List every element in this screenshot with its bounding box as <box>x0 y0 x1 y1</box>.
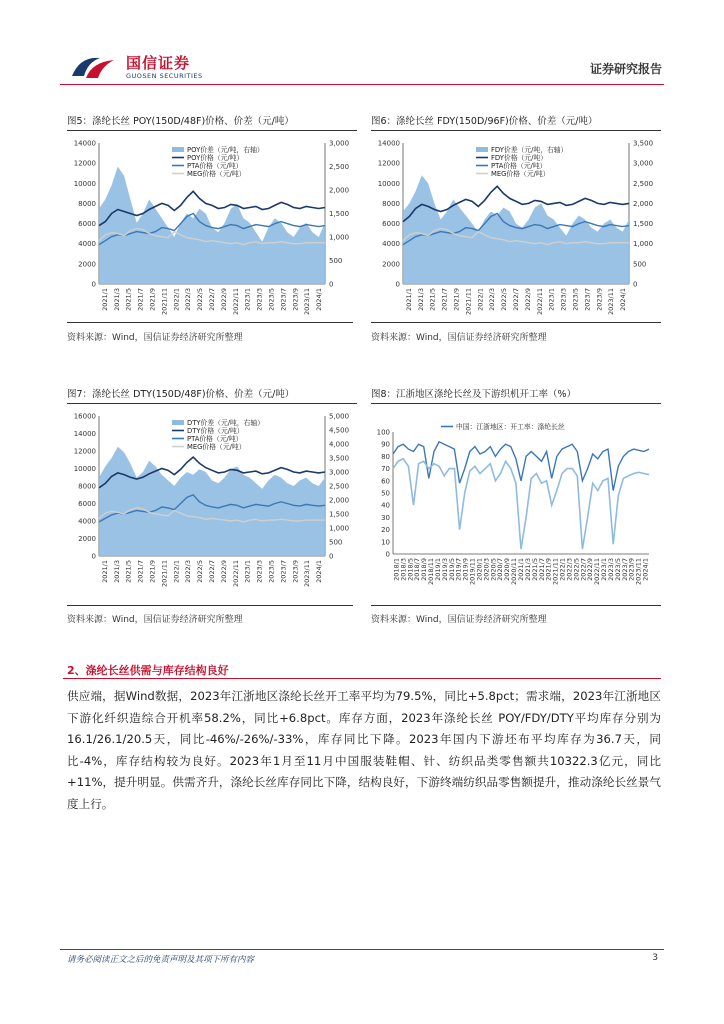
x-tick-label: 2021/9 <box>148 560 157 583</box>
y-tick-label: 70 <box>381 465 390 474</box>
y2-tick-label: 1,000 <box>329 233 350 242</box>
section-divider <box>63 678 661 679</box>
x-tick-label: 2022/7 <box>208 288 216 311</box>
y2-tick-label: 4,000 <box>329 440 350 449</box>
x-tick-label: 2021/5 <box>530 558 539 581</box>
y-tick-label: 0 <box>91 280 96 289</box>
x-tick-label: 2022/5 <box>572 558 581 581</box>
x-tick-label: 2021/5 <box>124 560 133 583</box>
y2-tick-label: 3,000 <box>329 468 350 477</box>
y2-tick-label: 2,500 <box>633 179 654 188</box>
y2-tick-label: 1,000 <box>329 524 350 533</box>
y-tick-label: 30 <box>381 513 390 522</box>
x-tick-label: 2021/3 <box>112 288 121 311</box>
x-tick-label: 2021/7 <box>136 288 145 311</box>
x-tick-label: 2019/7 <box>454 558 463 581</box>
operating-rate-chart <box>371 404 661 612</box>
y-tick-label: 4000 <box>78 240 96 249</box>
y-tick-label: 12000 <box>73 159 96 168</box>
x-tick-label: 2018/11 <box>427 558 436 586</box>
y2-tick-label: 500 <box>633 260 647 269</box>
figure-title: 图7：涤纶长丝 DTY(150D/48F)价格、价差（元/吨） <box>67 386 357 404</box>
x-tick-label: 2021/9 <box>148 288 157 311</box>
x-tick-label: 2022/1 <box>172 560 181 583</box>
y-tick-label: 10000 <box>73 465 96 473</box>
x-tick-label: 2021/9 <box>544 558 553 581</box>
legend-label: DTY价差（元/吨，右轴） <box>187 419 264 427</box>
dty-price-chart <box>67 404 357 612</box>
legend-label: DTY价格（元/吨） <box>187 427 244 435</box>
figure-source: 资料来源：Wind，国信证券经济研究所整理 <box>371 615 547 625</box>
figure-source: 资料来源：Wind，国信证券经济研究所整理 <box>67 615 243 625</box>
y2-tick-label: 1,500 <box>329 510 350 519</box>
x-tick-label: 2020/9 <box>503 558 512 581</box>
x-tick-label: 2022/5 <box>196 560 205 583</box>
x-tick-label: 2023/9 <box>627 558 636 581</box>
y-tick-label: 100 <box>376 428 390 437</box>
x-tick-label: 2021/5 <box>124 288 133 311</box>
y-tick-label: 2000 <box>382 260 400 269</box>
y2-tick-label: 5,000 <box>329 412 350 421</box>
x-tick-label: 2021/1 <box>100 560 109 583</box>
x-tick-label: 2021/7 <box>537 558 546 581</box>
x-tick-label: 2018/7 <box>413 558 422 581</box>
legend-swatch <box>172 420 184 425</box>
figure-source: 资料来源：Wind，国信证券经济研究所整理 <box>371 333 547 343</box>
section-title: 2、涤纶长丝供需与库存结构良好 <box>67 664 229 677</box>
legend-label: FDY价格（元/吨） <box>491 154 547 162</box>
y-tick-label: 60 <box>381 477 390 486</box>
logo-text-cn: 国信证券 <box>126 54 191 72</box>
y2-tick-label: 1,500 <box>633 220 654 229</box>
x-tick-label: 2022/9 <box>523 288 532 311</box>
x-tick-label: 2022/1 <box>558 558 567 581</box>
page-header <box>60 48 664 84</box>
y2-tick-label: 500 <box>329 257 343 265</box>
legend-label: MEG价格（元/吨） <box>187 170 246 178</box>
x-tick-label: 2021/7 <box>136 560 145 583</box>
x-tick-label: 2023/1 <box>600 558 609 581</box>
legend-label: MEG价格（元/吨） <box>491 170 550 178</box>
y-tick-label: 6000 <box>78 500 96 508</box>
x-tick-label: 2020/11 <box>510 558 519 586</box>
legend-label: POY价差（元/吨，右轴） <box>187 146 264 154</box>
legend-swatch <box>172 147 184 152</box>
y-tick-label: 2000 <box>78 260 96 269</box>
x-tick-label: 2022/9 <box>219 288 228 311</box>
x-tick-label: 2021/7 <box>440 288 449 311</box>
x-tick-label: 2021/1 <box>100 288 109 311</box>
x-tick-label: 2021/11 <box>160 288 169 316</box>
x-tick-label: 2023/1 <box>243 560 252 583</box>
y-tick-label: 2000 <box>78 535 96 543</box>
disclaimer-note: 请务必阅读正文之后的免责声明及其项下所有内容 <box>67 955 255 965</box>
x-tick-label: 2022/11 <box>593 558 602 586</box>
spread-area-series <box>99 447 325 556</box>
x-tick-label: 2021/11 <box>160 560 169 588</box>
y2-tick-label: 1,000 <box>633 240 654 249</box>
x-tick-label: 2022/7 <box>579 558 588 581</box>
x-tick-label: 2023/9 <box>291 288 300 311</box>
x-tick-label: 2023/11 <box>607 288 616 316</box>
x-tick-label: 2023/5 <box>267 560 276 583</box>
figure-title: 图8：江浙地区涤纶长丝及下游织机开工率（%） <box>371 386 661 404</box>
x-tick-label: 2023/1 <box>547 288 556 311</box>
figure-5 <box>67 113 357 326</box>
x-tick-label: 2022/7 <box>512 288 520 311</box>
x-tick-label: 2021/11 <box>551 558 560 586</box>
y-tick-label: 90 <box>381 440 390 449</box>
figure-title: 图5：涤纶长丝 POY(150D/48F)价格、价差（元/吨） <box>67 113 357 131</box>
x-tick-label: 2022/5 <box>196 288 205 311</box>
figure-8 <box>371 386 661 612</box>
x-tick-label: 2020/5 <box>489 558 498 581</box>
x-tick-label: 2022/11 <box>231 560 240 588</box>
y2-tick-label: 3,500 <box>329 454 350 463</box>
x-tick-label: 2021/9 <box>452 288 461 311</box>
x-tick-label: 2023/7 <box>583 288 592 311</box>
y-tick-label: 10000 <box>377 179 400 188</box>
x-tick-label: 2023/3 <box>255 288 264 311</box>
x-tick-label: 2021/11 <box>464 288 473 316</box>
figure-title: 图6：涤纶长丝 FDY(150D/96F)价格、价差（元/吨） <box>371 113 661 131</box>
source-divider <box>371 322 661 323</box>
x-tick-label: 2023/5 <box>267 288 276 311</box>
y-tick-label: 8000 <box>78 199 96 208</box>
x-tick-label: 2019/9 <box>461 558 470 581</box>
logo-text-en: GUOSEN SECURITIES <box>126 72 203 80</box>
x-tick-label: 2023/3 <box>255 560 264 583</box>
y2-tick-label: 2,000 <box>329 186 350 195</box>
y2-tick-label: 3,000 <box>329 139 350 148</box>
body-paragraph: 供应端，据Wind数据，2023年江浙地区涤纶长丝开工率平均为79.5%，同比+5.8pct；需求端，2023年江浙地区下游化纤织造综合开机率58.2%，同比+6.8pct。库存方面，2023年涤纶长丝 POY/FDY/DTY平均库存分别为16.1/26.1/20.5天，同比-46%/-26%/-33%，库存同比下降。2023年国内下游坯布平均库存为36.7天，同比-4%，库存结构较为良好。2023年1月至11月中国服装鞋帽、针、纺织品类零售额共10322.3亿元，同比+11%，提升明显。供需齐升，涤纶长丝库存同比下降，结构良好，下游终端纺织品零售额提升，推动涤纶长丝景气度上行。 <box>67 689 661 811</box>
y2-tick-label: 0 <box>329 280 334 289</box>
x-tick-label: 2021/1 <box>517 558 525 581</box>
x-tick-label: 2018/9 <box>420 558 429 581</box>
x-tick-label: 2022/3 <box>488 288 497 311</box>
legend-label: PTA价格（元/吨） <box>187 435 243 443</box>
y2-tick-label: 2,000 <box>633 199 654 208</box>
x-tick-label: 2023/7 <box>620 558 629 581</box>
x-tick-label: 2022/9 <box>219 560 228 583</box>
x-tick-label: 2022/11 <box>535 288 544 316</box>
y2-tick-label: 2,500 <box>329 163 350 171</box>
x-tick-label: 2023/1 <box>243 288 252 311</box>
x-tick-label: 2024/1 <box>315 288 324 311</box>
x-tick-label: 2022/3 <box>184 288 193 311</box>
figure-7 <box>67 386 357 612</box>
y-tick-label: 12000 <box>73 447 96 456</box>
figure-source: 资料来源：Wind，国信证券经济研究所整理 <box>67 333 243 343</box>
x-tick-label: 2021/3 <box>416 288 425 311</box>
y-tick-label: 8000 <box>382 199 400 208</box>
x-tick-label: 2022/7 <box>208 560 216 583</box>
x-tick-label: 2020/7 <box>496 558 505 581</box>
y-tick-label: 14000 <box>73 430 96 438</box>
x-tick-label: 2018/1 <box>392 558 401 581</box>
legend-label: 中国：江浙地区：开工率：涤纶长丝 <box>456 423 565 431</box>
y2-tick-label: 3,500 <box>633 139 654 148</box>
x-tick-label: 2022/1 <box>476 288 485 311</box>
y-tick-label: 20 <box>381 526 390 535</box>
y2-tick-label: 2,000 <box>329 496 350 505</box>
fdy-price-chart <box>371 131 661 326</box>
source-divider <box>67 322 353 323</box>
y-tick-label: 8000 <box>78 482 96 491</box>
y-tick-label: 40 <box>381 501 390 510</box>
y2-tick-label: 0 <box>633 280 638 289</box>
x-tick-label: 2023/9 <box>291 560 300 583</box>
x-tick-label: 2019/11 <box>468 558 477 586</box>
poy-price-chart <box>67 131 357 326</box>
x-tick-label: 2021/5 <box>428 288 437 311</box>
x-tick-label: 2022/1 <box>172 288 181 311</box>
x-tick-label: 2022/9 <box>586 558 595 581</box>
y-tick-label: 6000 <box>382 220 400 229</box>
x-tick-label: 2022/5 <box>500 288 509 311</box>
report-type-label: 证券研究报告 <box>589 62 662 76</box>
x-tick-label: 2023/5 <box>571 288 580 311</box>
y2-tick-label: 4,500 <box>329 426 350 435</box>
y-tick-label: 0 <box>91 552 96 561</box>
figure-6 <box>371 113 661 326</box>
x-tick-label: 2024/1 <box>641 558 650 581</box>
y-tick-label: 4000 <box>382 240 400 249</box>
y-tick-label: 10 <box>381 538 390 547</box>
x-tick-label: 2023/3 <box>559 288 568 311</box>
header-divider <box>60 84 664 85</box>
x-tick-label: 2022/3 <box>565 558 574 581</box>
y-tick-label: 50 <box>381 489 390 498</box>
x-tick-label: 2021/1 <box>404 288 413 311</box>
page-number: 3 <box>652 953 658 963</box>
x-tick-label: 2022/11 <box>231 288 240 316</box>
legend-label: MEG价格（元/吨） <box>187 443 246 451</box>
y2-tick-label: 1,500 <box>329 210 350 218</box>
y-tick-label: 0 <box>385 550 390 559</box>
x-tick-label: 2023/3 <box>606 558 615 581</box>
y-tick-label: 10000 <box>73 179 96 188</box>
x-tick-label: 2024/1 <box>619 288 628 311</box>
guosen-logo-icon <box>70 54 120 82</box>
x-tick-label: 2020/1 <box>475 558 484 581</box>
x-tick-label: 2018/3 <box>399 558 408 581</box>
y-tick-label: 0 <box>395 280 400 289</box>
source-divider <box>67 605 353 606</box>
x-tick-label: 2023/7 <box>279 560 288 583</box>
x-tick-label: 2021/3 <box>112 560 121 583</box>
footer-divider <box>60 949 664 950</box>
x-tick-label: 2019/3 <box>440 558 449 581</box>
legend-label: PTA价格（元/吨） <box>491 162 547 170</box>
x-tick-label: 2023/11 <box>303 560 312 588</box>
legend-label: FDY价差（元/吨，右轴） <box>491 146 568 154</box>
x-tick-label: 2021/3 <box>523 558 532 581</box>
y2-tick-label: 3,000 <box>633 159 654 168</box>
x-tick-label: 2019/5 <box>447 558 456 581</box>
legend-label: POY价格（元/吨） <box>187 154 244 162</box>
source-divider <box>371 605 661 606</box>
x-tick-label: 2018/5 <box>406 558 415 581</box>
x-tick-label: 2022/3 <box>184 560 193 583</box>
x-tick-label: 2023/9 <box>595 288 604 311</box>
y-tick-label: 6000 <box>78 220 96 229</box>
x-tick-label: 2024/1 <box>315 560 324 583</box>
y2-tick-label: 2,500 <box>329 482 350 491</box>
x-tick-label: 2019/1 <box>433 558 442 581</box>
legend-swatch <box>476 147 488 152</box>
y-tick-label: 12000 <box>377 159 400 168</box>
legend-label: PTA价格（元/吨） <box>187 162 243 170</box>
y-tick-label: 14000 <box>377 139 400 148</box>
y-tick-label: 4000 <box>78 517 96 526</box>
y2-tick-label: 0 <box>329 552 334 561</box>
y-tick-label: 16000 <box>73 412 96 421</box>
y2-tick-label: 500 <box>329 538 343 547</box>
x-tick-label: 2023/5 <box>613 558 622 581</box>
x-tick-label: 2020/3 <box>482 558 491 581</box>
x-tick-label: 2023/11 <box>634 558 643 586</box>
x-tick-label: 2023/7 <box>279 288 288 311</box>
x-tick-label: 2023/11 <box>303 288 312 316</box>
y-tick-label: 80 <box>381 452 390 461</box>
y-tick-label: 14000 <box>73 139 96 148</box>
